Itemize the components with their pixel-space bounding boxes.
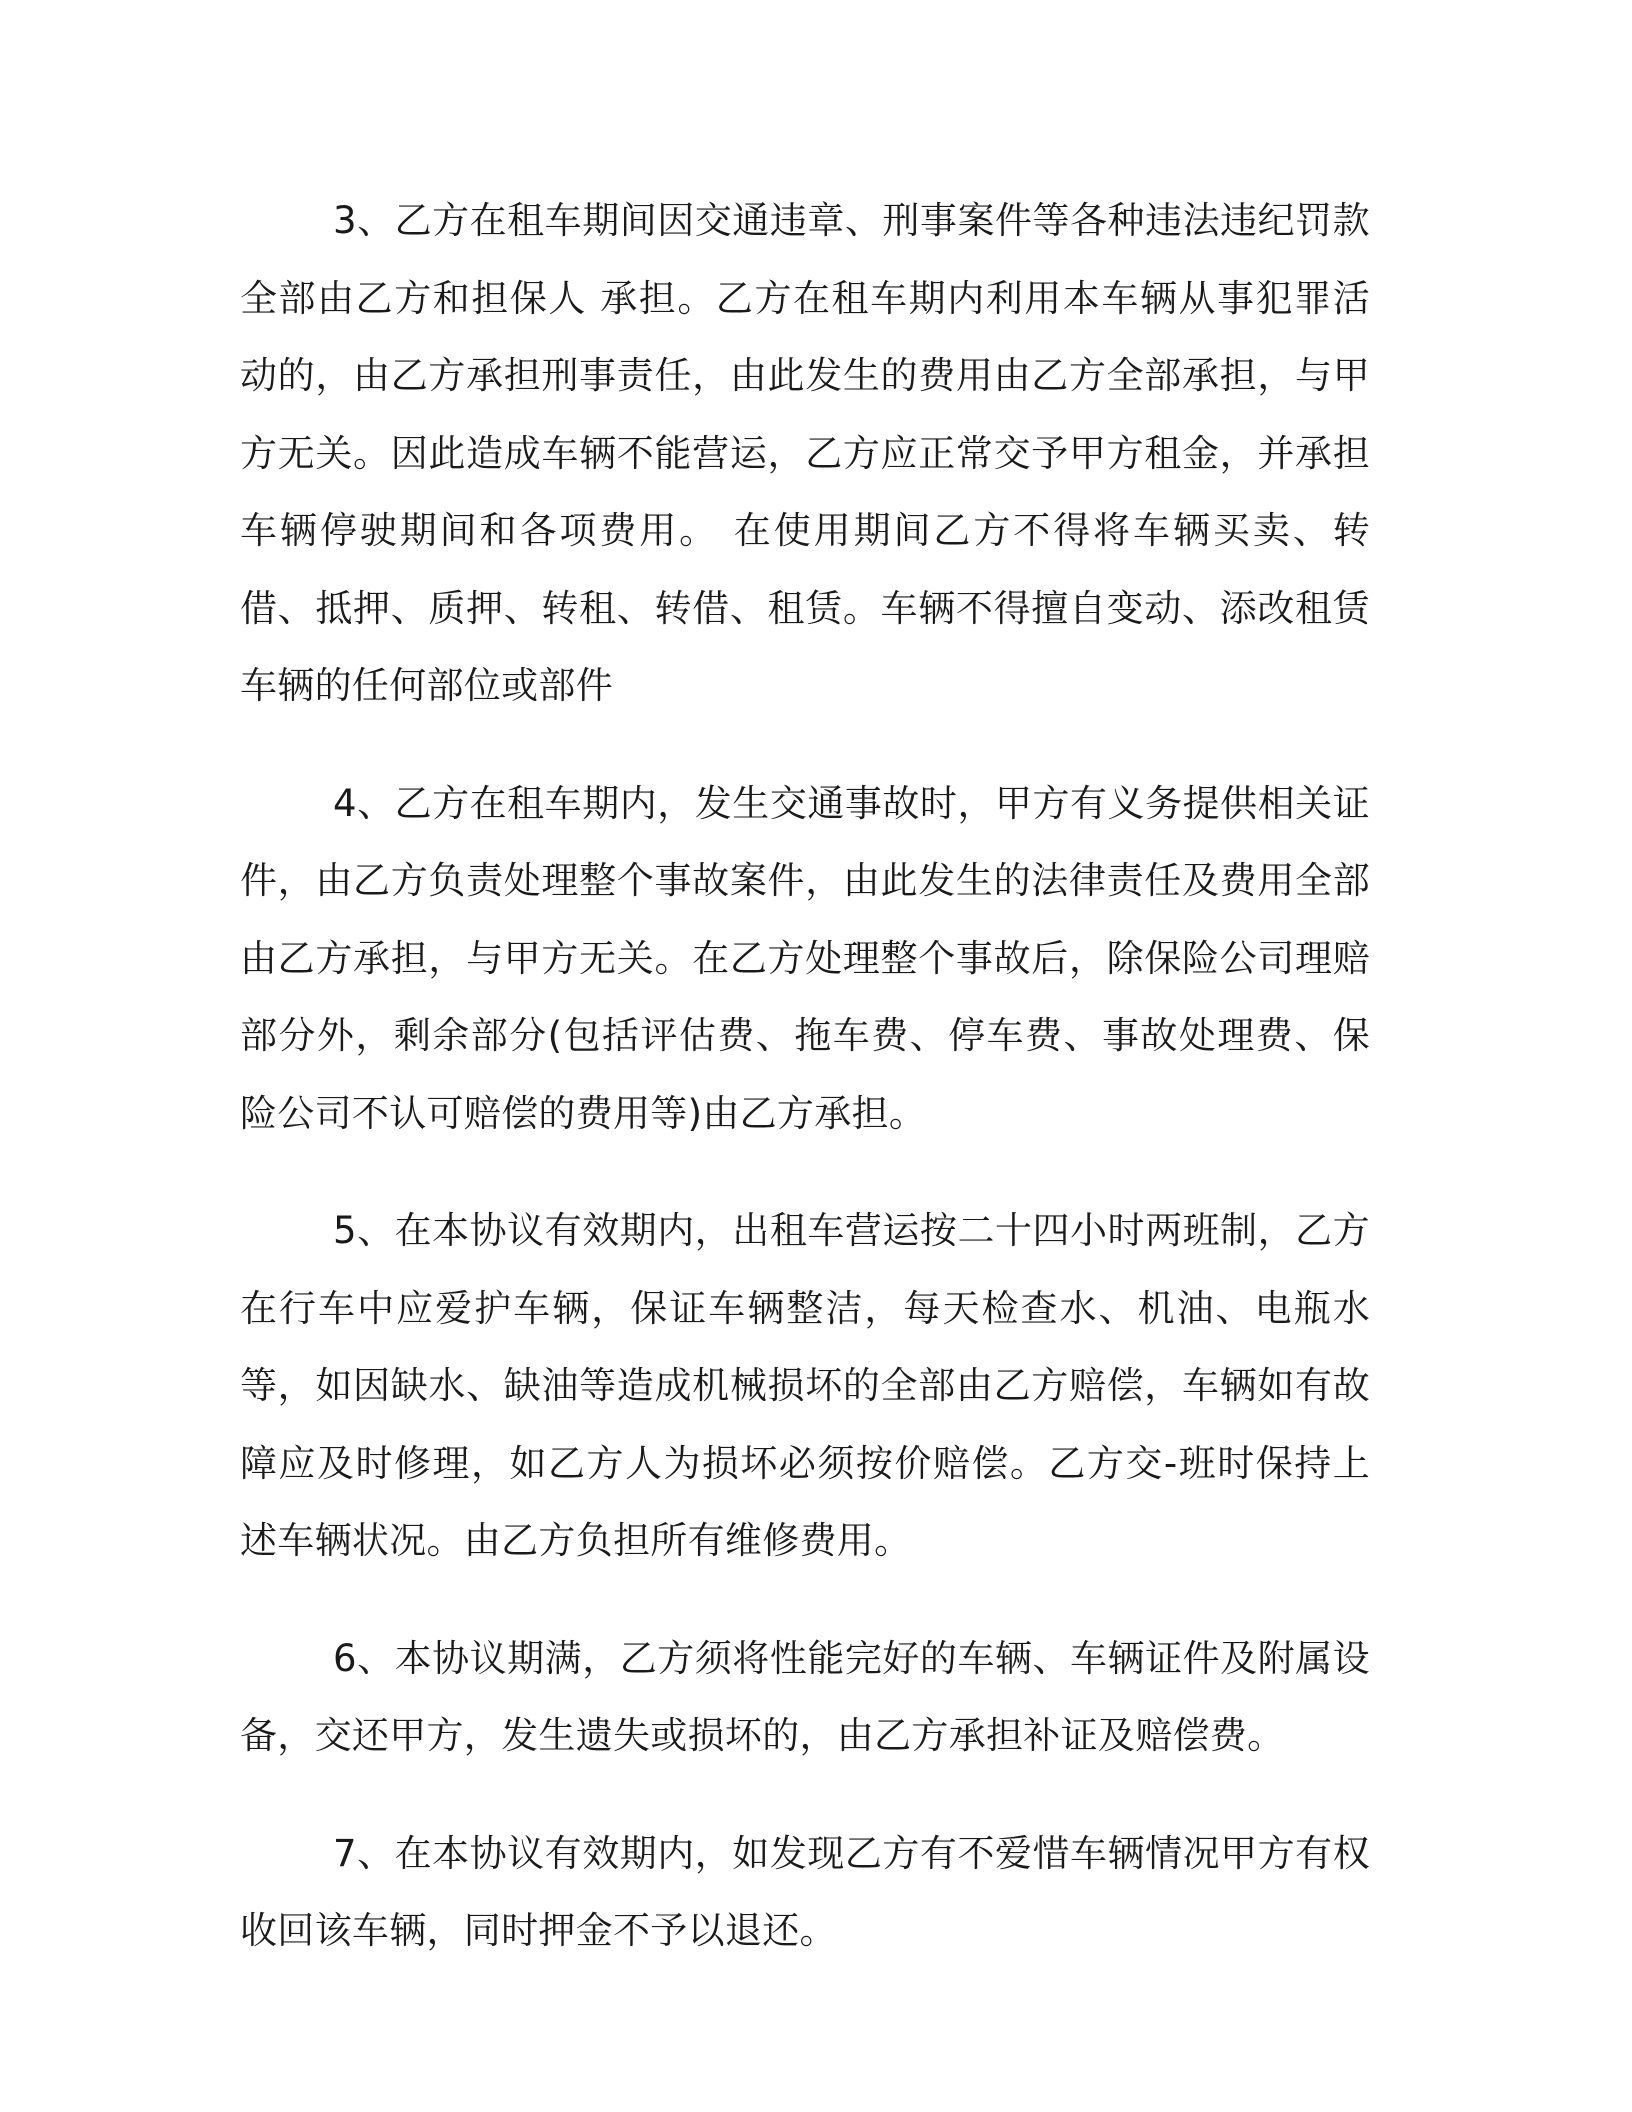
clause-4: 4、乙方在租车期内，发生交通事故时，甲方有义务提供相关证件，由乙方负责处理整个事故案件，由此发生的法律责任及费用全部由乙方承担，与甲方无关。在乙方处理整个事故后，除保险公司理赔部分外，剩余部分(包括评估费、拖车费、停车费、事故处理费、保险公司不认可赔偿的费用等)由乙方承担。 bbox=[240, 781, 1370, 1135]
clause-3: 3、乙方在租车期间因交通违章、刑事案件等各种违法违纪罚款全部由乙方和担保人 承担。乙方在租车期内利用本车辆从事犯罪活动的，由乙方承担刑事责任，由此发生的费用由乙方全部承担，与甲方无关。因此造成车辆不能营运，乙方应正常交予甲方租金，并承担车辆停驶期间和各项费用。 在使用期间乙方不得将车辆买卖、转借、抵押、质押、转租、转借、租赁。车辆不得擅自变动、添改租赁车辆的任何部位或部件 bbox=[240, 199, 1370, 707]
clause-5: 5、在本协议有效期内，出租车营运按二十四小时两班制，乙方在行车中应爱护车辆，保证车辆整洁，每天检查水、机油、电瓶水等，如因缺水、缺油等造成机械损坏的全部由乙方赔偿，车辆如有故障应及时修理，如乙方人为损坏必须按价赔偿。乙方交-班时保持上述车辆状况。由乙方负担所有维修费用。 bbox=[240, 1209, 1370, 1562]
document-body bbox=[240, 182, 1370, 1970]
clause-6: 6、本协议期满，乙方须将性能完好的车辆、车辆证件及附属设备，交还甲方，发生遗失或损坏的，由乙方承担补证及赔偿费。 bbox=[240, 1636, 1370, 1757]
clause-7: 7、在本协议有效期内，如发现乙方有不爱惜车辆情况甲方有权收回该车辆，同时押金不予以退还。 bbox=[240, 1831, 1370, 1952]
